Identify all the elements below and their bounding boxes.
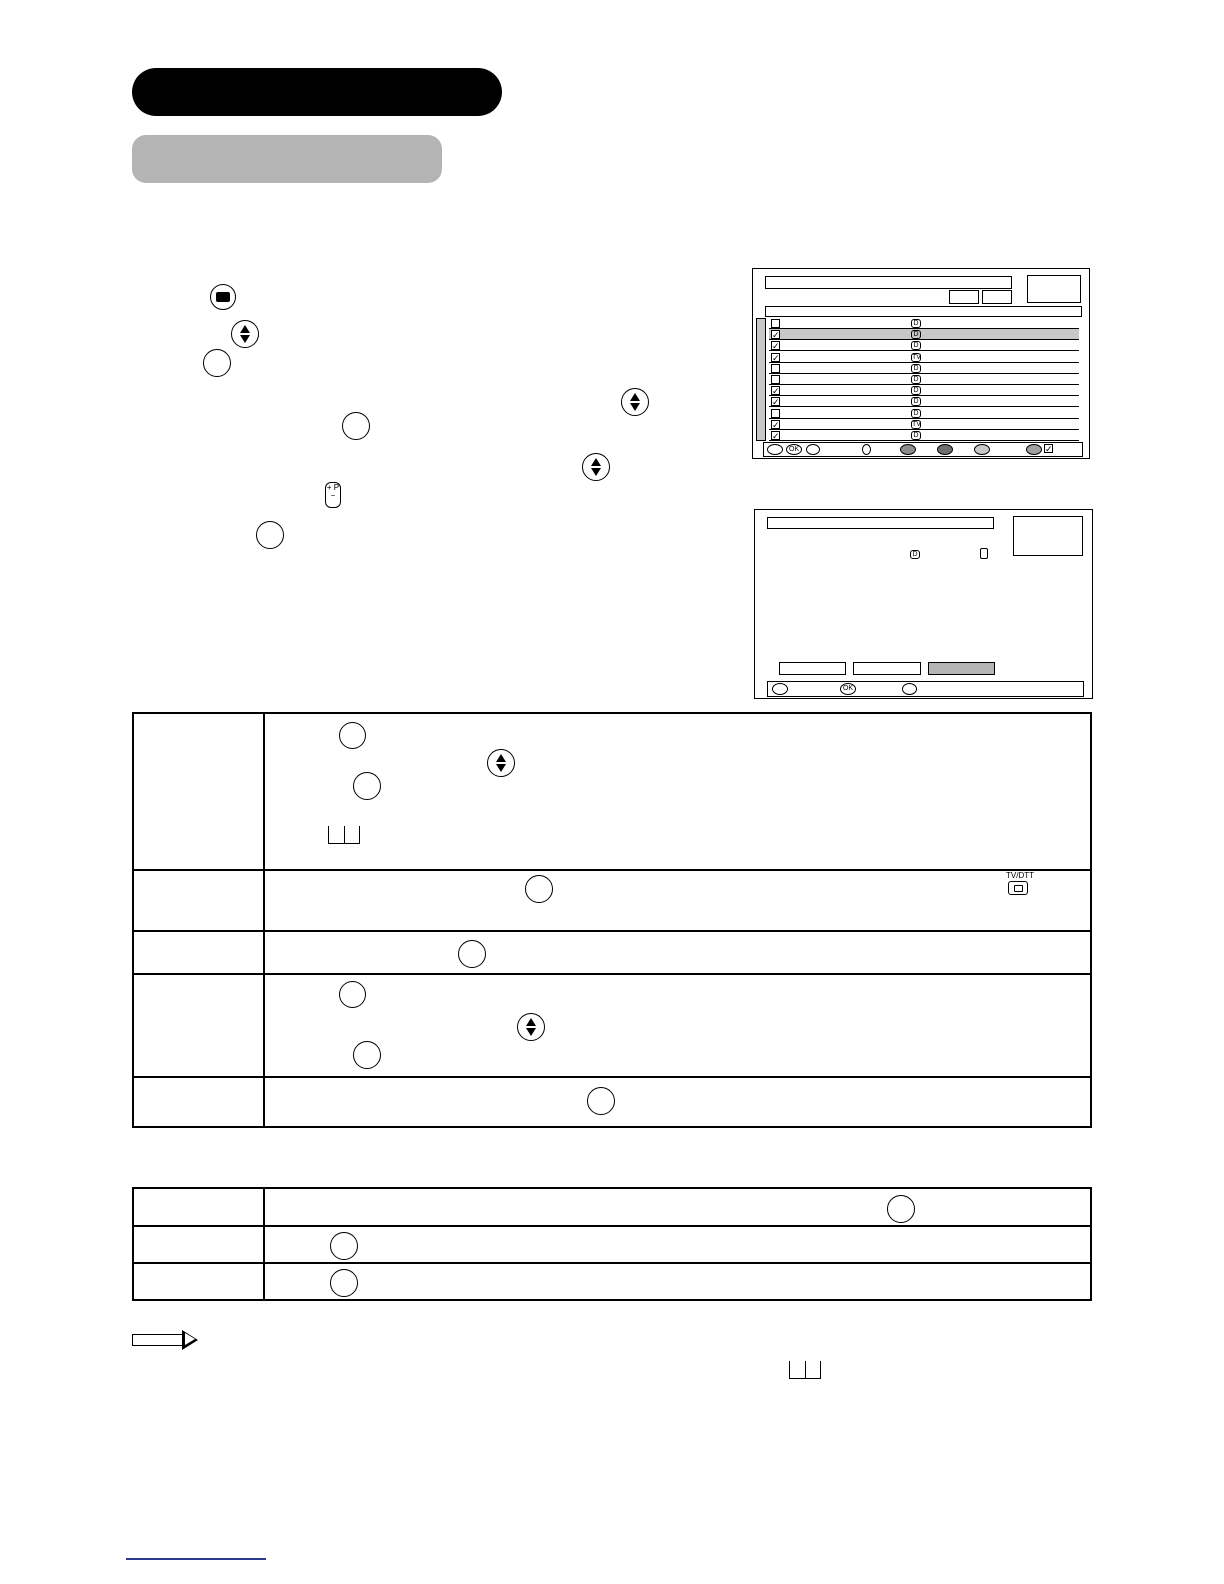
list-item[interactable] [769, 363, 1079, 374]
note-arrow-icon [132, 1334, 182, 1346]
table-row-content [264, 1077, 1091, 1127]
ok-button-icon [353, 1041, 381, 1069]
option-button-2[interactable] [853, 662, 921, 675]
digital-icon: D [911, 364, 921, 373]
up-down-button-icon [487, 749, 515, 777]
table-row-label [133, 870, 264, 931]
checkbox[interactable] [771, 364, 780, 373]
blue-button-icon [1026, 444, 1042, 455]
ok-button-icon [458, 940, 486, 968]
digital-icon: D [911, 375, 921, 384]
table-row-label [133, 1226, 264, 1263]
return-icon [806, 444, 820, 455]
move-icon [767, 444, 783, 455]
table-row-label [133, 1188, 264, 1226]
return-icon [902, 683, 917, 695]
button-guide-bar [767, 681, 1084, 697]
checkbox[interactable]: ✓ [772, 397, 780, 408]
button-guide-bar [763, 442, 1083, 457]
channel-edit-screen [754, 509, 1093, 699]
table-row-content [264, 713, 1091, 870]
table-row-label [133, 931, 264, 974]
digital-icon: D [911, 386, 921, 395]
option-button-1[interactable] [779, 662, 846, 675]
move-icon [772, 683, 788, 695]
tv-dtt-label: TV/DTT [1006, 871, 1034, 880]
table-row-content [264, 1188, 1091, 1226]
up-down-button-icon [231, 320, 259, 348]
checkbox[interactable]: ✓ [772, 386, 780, 397]
p-icon [862, 444, 871, 455]
digital-icon: D [911, 341, 921, 350]
ok-button-icon [342, 412, 370, 440]
checkbox[interactable]: ✓ [772, 419, 780, 430]
ok-button-icon [256, 521, 284, 549]
checkbox[interactable] [771, 319, 780, 328]
checkbox[interactable]: ✓ [772, 330, 780, 341]
scrollbar[interactable] [756, 318, 766, 441]
table-row-label [133, 1077, 264, 1127]
list-item[interactable] [769, 340, 1079, 351]
checkbox[interactable]: ✓ [772, 352, 780, 363]
digital-icon: TV [912, 420, 921, 428]
digital-icon: D [911, 431, 921, 440]
green-button-icon [937, 444, 953, 455]
list-item[interactable] [769, 318, 1079, 329]
tv-dtt-button-icon [1008, 881, 1028, 895]
lock-icon [980, 548, 988, 559]
check-icon: ✓ [1045, 444, 1053, 454]
digital-icon: D [911, 409, 921, 418]
yellow-button-icon [974, 444, 990, 455]
digital-icon: D [911, 330, 921, 339]
operations-table [132, 712, 1092, 1128]
checkbox[interactable]: ✓ [772, 341, 780, 352]
checkbox[interactable]: ✓ [772, 431, 780, 441]
ok-icon: OK [840, 683, 856, 695]
column-header-bar [765, 306, 1082, 317]
up-down-button-icon [517, 1013, 545, 1041]
digital-icon: D [911, 319, 921, 328]
list-item[interactable] [769, 329, 1079, 340]
footer-line [126, 1558, 266, 1560]
preview-box [1013, 516, 1083, 556]
ok-button-icon [203, 349, 231, 377]
up-down-button-icon [621, 388, 649, 416]
list-item[interactable] [769, 385, 1079, 396]
red-button-icon [900, 444, 916, 455]
ok-button-icon [330, 1269, 358, 1297]
digital-icon: D [910, 550, 920, 559]
option-button-3[interactable] [928, 662, 995, 675]
p-rocker-icon: + P − [325, 482, 341, 508]
book-reference-icon [789, 1361, 821, 1379]
channel-list-screen [752, 268, 1090, 459]
table-row-content [264, 870, 1091, 931]
ok-icon: OK [786, 444, 802, 455]
list-item[interactable] [769, 396, 1079, 407]
ok-button-icon [353, 772, 381, 800]
list-item[interactable] [769, 430, 1079, 441]
tv-filter-tab [949, 290, 979, 304]
section-subtitle-bar [132, 135, 442, 183]
edit-title-bar [767, 517, 994, 529]
ok-button-icon [330, 1232, 358, 1260]
list-item[interactable] [769, 408, 1079, 419]
up-down-button-icon [582, 453, 610, 481]
list-item[interactable] [769, 352, 1079, 363]
ok-button-icon [525, 875, 553, 903]
ok-button-icon [587, 1087, 615, 1115]
book-reference-icon [328, 826, 360, 844]
digital-icon: TV [912, 353, 921, 361]
ok-button-icon [887, 1195, 915, 1223]
table-row-content [264, 931, 1091, 974]
ok-button-icon [339, 722, 366, 749]
table-row-label [133, 974, 264, 1077]
table-row-content [264, 1226, 1091, 1263]
menu-button-icon [210, 284, 236, 310]
table-row-label [133, 1263, 264, 1300]
ok-button-icon [339, 981, 366, 1008]
lock-filter-tab [982, 290, 1012, 304]
table-row-content [264, 1263, 1091, 1300]
list-item[interactable] [769, 419, 1079, 430]
table-row-label [133, 713, 264, 870]
digital-icon: D [911, 397, 921, 406]
checkbox[interactable] [771, 409, 780, 418]
list-item[interactable] [769, 374, 1079, 385]
table-row-content [264, 974, 1091, 1077]
colour-button-table [132, 1187, 1092, 1301]
preview-box [1027, 275, 1081, 303]
list-title-bar [765, 276, 1012, 289]
checkbox[interactable] [771, 375, 780, 384]
section-title-bar [132, 68, 502, 116]
